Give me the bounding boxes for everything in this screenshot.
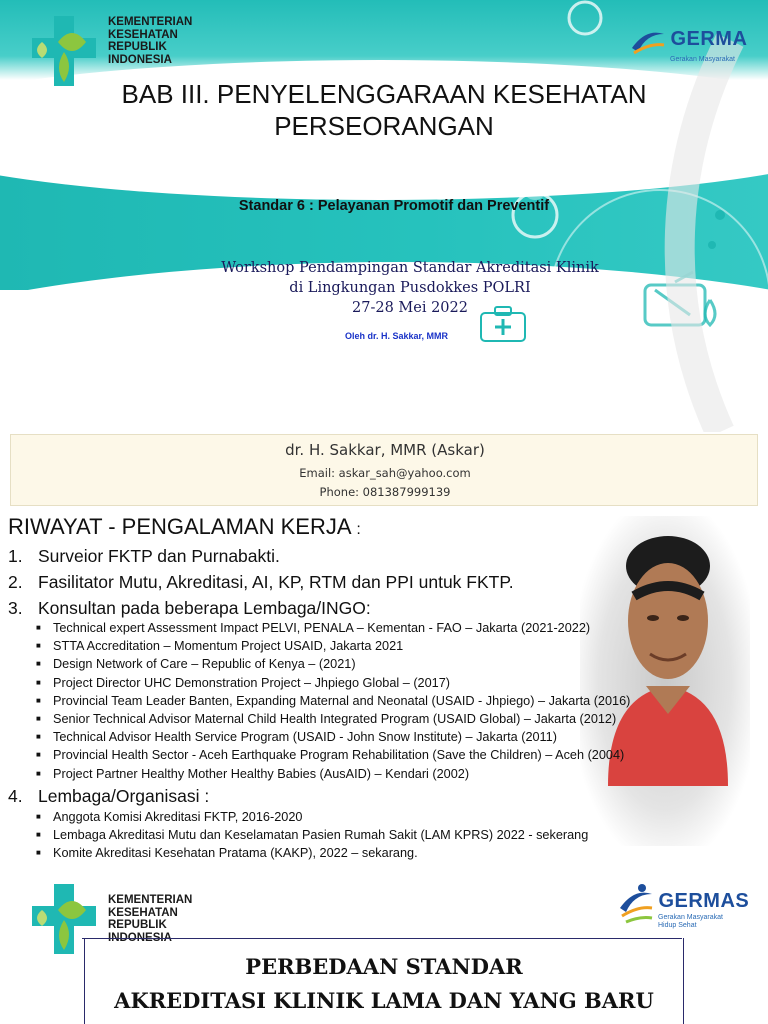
logo-line: KEMENTERIAN [108, 16, 193, 28]
profile-name: dr. H. Sakkar, MMR (Askar) [285, 441, 485, 459]
list-text: Lembaga/Organisasi : [38, 786, 210, 806]
list-item [8, 546, 280, 567]
consultant-text: Technical Advisor Health Service Program (USAID - John Snow Institute) – Jakarta (2011) [53, 730, 557, 745]
bullet-icon: ■ [36, 714, 41, 724]
section-heading-colon: : [356, 521, 361, 538]
bullet-icon: ■ [36, 641, 41, 651]
bullet-icon: ■ [36, 695, 41, 705]
logo-line: REPUBLIK [108, 41, 167, 53]
germas-swoosh-icon [630, 26, 666, 56]
consultant-item [36, 765, 630, 783]
consultant-item [36, 710, 630, 728]
germas-logo [630, 26, 747, 64]
germas-swoosh-icon [618, 882, 654, 924]
consultant-item [36, 619, 630, 637]
list-number: 3. [8, 598, 23, 618]
title-slide [0, 0, 768, 432]
germas-logo [618, 882, 749, 930]
section-divider-slide [0, 868, 768, 1024]
workshop-info [0, 258, 768, 318]
divider-title-line-1: PERBEDAAN STANDAR [245, 954, 523, 979]
consultant-item [36, 692, 630, 710]
consultant-text: Design Network of Care – Republic of Kenya – (2021) [53, 657, 356, 672]
consultant-item [36, 655, 630, 673]
list-text: Konsultan pada beberapa Lembaga/INGO: [38, 598, 371, 618]
germas-subtitle-line: Hidup Sehat [658, 922, 697, 929]
presenter-credit: Oleh dr. H. Sakkar, MMR [345, 331, 449, 341]
bullet-icon: ■ [36, 830, 41, 840]
workshop-date: 27-28 Mei 2022 [352, 300, 468, 316]
organization-item [36, 844, 588, 862]
logo-line: KESEHATAN [108, 28, 178, 41]
list-number: 4. [8, 786, 23, 806]
profile-card [10, 434, 758, 506]
medical-lineart-decoration [330, 0, 768, 432]
divider-title-line-2: AKREDITASI KLINIK LAMA DAN YANG BARU [114, 988, 654, 1013]
consultant-text: STTA Accreditation – Momentum Project USAID, Jakarta 2021 [53, 639, 404, 654]
consultant-text: Provincial Health Sector - Aceh Earthquake Program Rehabilitation (Save the Children) – Aceh (2004) [53, 748, 625, 763]
logo-line: KEMENTERIAN [108, 894, 193, 906]
consultant-item [36, 728, 630, 746]
organization-text: Komite Akreditasi Kesehatan Pratama (KAKP), 2022 – sekarang. [53, 846, 418, 861]
bullet-icon: ■ [36, 623, 41, 632]
consultant-text: Provincial Team Leader Banten, Expanding Maternal and Neonatal (USAID - Jhpiego) – Jakarta (2016) [53, 693, 631, 708]
bullet-icon: ■ [36, 659, 41, 669]
section-heading [8, 514, 361, 540]
consultant-item [36, 674, 630, 692]
divider-title [84, 950, 684, 1018]
consultant-text: Senior Technical Advisor Maternal Child Health Integrated Program (USAID Global) – Jakarta (2012) [53, 712, 617, 727]
logo-line: INDONESIA [108, 931, 172, 944]
standard-subtitle: Standar 6 : Pelayanan Promotif dan Preventif [238, 198, 550, 214]
bullet-icon: ■ [36, 750, 41, 760]
title-line-1: BAB III. PENYELENGGARAAN KESEHATAN [121, 79, 647, 109]
organization-list [36, 808, 588, 863]
title-line-2: PERSEORANGAN [274, 111, 494, 141]
germas-subtitle [658, 914, 749, 930]
bullet-icon: ■ [36, 812, 41, 821]
list-item [8, 598, 371, 619]
organization-item [36, 826, 588, 844]
consultant-text: Project Partner Healthy Mother Healthy Babies (AusAID) – Kendari (2002) [53, 766, 470, 781]
list-number: 2. [8, 572, 23, 592]
organization-text: Anggota Komisi Akreditasi FKTP, 2016-2020 [53, 810, 303, 824]
germas-wordmark: GERMA [670, 28, 748, 51]
workshop-line-2: di Lingkungan Pusdokkes POLRI [289, 280, 531, 296]
list-item [8, 572, 514, 593]
profile-phone: Phone: 081387999139 [319, 485, 451, 499]
workshop-line-1: Workshop Pendampingan Standar Akreditasi Klinik [221, 260, 599, 276]
experience-section [0, 508, 768, 868]
bullet-icon: ■ [36, 732, 41, 742]
germas-subtitle-line: Gerakan Masyarakat [658, 914, 723, 921]
profile-email: Email: askar_sah@yahoo.com [299, 466, 471, 480]
organization-text: Lembaga Akreditasi Mutu dan Keselamatan Pasien Rumah Sakit (LAM KPRS) 2022 - sekerang [53, 828, 589, 843]
germas-wordmark: GERMAS [658, 890, 750, 913]
bullet-icon: ■ [36, 768, 41, 778]
bullet-icon: ■ [36, 677, 41, 687]
logo-line: KESEHATAN [108, 906, 178, 919]
bullet-icon: ■ [36, 848, 41, 858]
kemenkes-logo-text [108, 16, 192, 66]
organization-item [36, 808, 588, 826]
germas-subtitle: Gerakan Masyarakat [670, 56, 735, 63]
logo-line: REPUBLIK [108, 919, 167, 931]
consultant-list [36, 619, 630, 783]
consultant-text: Project Director UHC Demonstration Project – Jhpiego Global – (2017) [53, 675, 451, 690]
list-item [8, 786, 209, 807]
list-text: Fasilitator Mutu, Akreditasi, AI, KP, RTM dan PPI untuk FKTP. [38, 572, 514, 592]
consultant-item [36, 637, 630, 655]
section-heading-text: RIWAYAT - PENGALAMAN KERJA [8, 514, 351, 539]
logo-line: INDONESIA [108, 53, 172, 66]
list-number: 1. [8, 546, 23, 566]
consultant-text: Technical expert Assessment Impact PELVI, PENALA – Kementan - FAO – Jakarta (2021-2022) [53, 621, 591, 635]
consultant-item [36, 746, 630, 764]
slide-title [0, 78, 768, 142]
kemenkes-logo-text [108, 894, 192, 944]
list-text: Surveior FKTP dan Purnabakti. [38, 546, 280, 566]
